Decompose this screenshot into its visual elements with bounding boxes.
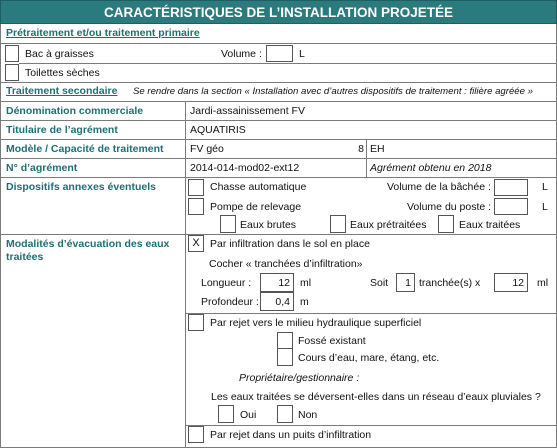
evacuation-label: Modalités d’évacuation des eaux traitées: [6, 238, 170, 263]
divider: [0, 82, 556, 83]
yes-label: Oui: [240, 409, 257, 421]
well-infiltration-checkbox[interactable]: [188, 426, 204, 443]
divider: [0, 234, 556, 235]
annex-label: Dispositifs annexes éventuels: [6, 181, 156, 193]
depth-value: 0,4: [275, 296, 290, 308]
infiltration-label: Par infiltration dans le sol en place: [210, 238, 370, 250]
infiltration-checkbox[interactable]: [188, 235, 204, 252]
primary-heading: Prétraitement et/ou traitement primaire: [6, 27, 200, 39]
secondary-heading: Traitement secondaire: [6, 85, 118, 97]
trench-length-unit: ml: [537, 277, 549, 289]
pump-label: Pompe de relevage: [210, 201, 302, 213]
well-volume-unit: L: [542, 201, 548, 213]
capacity-value: 8: [358, 143, 364, 155]
commercial-name-label: Dénomination commerciale: [6, 105, 144, 117]
owner-label: Propriétaire/gestionnaire :: [239, 372, 360, 384]
raw-water-label: Eaux brutes: [240, 219, 297, 231]
approval-number-value: 2014-014-mod02-ext12: [190, 162, 300, 174]
trench-count-value: 1: [405, 277, 411, 289]
length-value: 12: [278, 277, 290, 289]
treated-water-label: Eaux traitées: [459, 219, 521, 231]
volume-unit: L: [299, 48, 305, 60]
divider: [0, 120, 556, 121]
column-divider: [185, 101, 186, 447]
surface-discharge-label: Par rejet vers le milieu hydraulique superficiel: [210, 317, 422, 329]
no-checkbox[interactable]: [277, 405, 293, 423]
tank-volume-label: Volume de la bâchée :: [387, 181, 491, 193]
approval-number-label: N° d’agrément: [6, 162, 78, 174]
ditch-label: Fossé existant: [298, 335, 366, 347]
cell-divider: [366, 158, 367, 177]
trench-count-label: Soit: [370, 277, 389, 289]
divider: [0, 43, 556, 44]
length-input[interactable]: [260, 273, 294, 292]
approval-year: Agrément obtenu en 2018: [370, 162, 492, 174]
divider: [19, 63, 556, 64]
depth-input[interactable]: [260, 292, 294, 311]
well-infiltration-label: Par rejet dans un puits d’infiltration: [210, 429, 372, 441]
divider: [185, 313, 556, 314]
ditch-checkbox[interactable]: [277, 332, 293, 349]
well-volume-input[interactable]: [494, 198, 528, 215]
depth-unit: m: [300, 296, 309, 308]
pretreated-water-checkbox[interactable]: [330, 215, 346, 233]
divider: [0, 177, 556, 178]
divider: [185, 425, 556, 426]
volume-input[interactable]: [266, 45, 293, 62]
flush-label: Chasse automatique: [210, 181, 307, 193]
tank-volume-input[interactable]: [494, 179, 528, 196]
trench-count-input[interactable]: [396, 273, 415, 292]
trench-instruction: Cocher « tranchées d’infiltration»: [209, 258, 363, 270]
watercourse-checkbox[interactable]: [277, 348, 293, 366]
secondary-note: Se rendre dans la section « Installation avec d’autres dispositifs de traitement : filière agréée »: [133, 86, 533, 97]
depth-label: Profondeur :: [201, 296, 259, 308]
pluvial-question: Les eaux traitées se déversent-elles dans un réseau d’eaux pluviales ?: [211, 391, 541, 403]
capacity-unit: EH: [370, 143, 385, 155]
grease-trap-checkbox[interactable]: [5, 45, 19, 62]
holder-value: AQUATIRIS: [190, 124, 246, 136]
raw-water-checkbox[interactable]: [220, 215, 236, 233]
length-label: Longueur :: [201, 277, 252, 289]
divider: [0, 139, 556, 140]
pump-checkbox[interactable]: [188, 198, 204, 215]
treated-water-checkbox[interactable]: [438, 215, 454, 233]
holder-label: Titulaire de l’agrément: [6, 124, 118, 136]
form-title: CARACTÉRISTIQUES DE L’INSTALLATION PROJETÉE: [0, 0, 557, 24]
tank-volume-unit: L: [542, 181, 548, 193]
watercourse-label: Cours d’eau, mare, étang, etc.: [298, 352, 440, 364]
flush-checkbox[interactable]: [188, 179, 204, 196]
cell-divider: [366, 139, 367, 158]
length-unit: ml: [300, 277, 312, 289]
dry-toilets-label: Toilettes sèches: [25, 67, 100, 79]
model-label: Modèle / Capacité de traitement: [6, 143, 164, 155]
trench-times-label: tranchée(s) x: [419, 277, 481, 289]
trench-length-input[interactable]: [494, 273, 528, 292]
model-value: FV géo: [190, 143, 224, 155]
volume-label: Volume :: [221, 48, 262, 60]
surface-discharge-checkbox[interactable]: [188, 314, 204, 331]
well-volume-label: Volume du poste :: [407, 201, 492, 213]
commercial-name-value: Jardi-assainissement FV: [190, 105, 305, 117]
yes-checkbox[interactable]: [218, 405, 234, 423]
infiltration-checkmark: X: [192, 237, 200, 249]
dry-toilets-checkbox[interactable]: [5, 64, 19, 81]
grease-trap-label: Bac à graisses: [25, 48, 94, 60]
trench-length-value: 12: [512, 277, 524, 289]
divider: [0, 101, 556, 102]
divider: [0, 158, 556, 159]
no-label: Non: [298, 409, 318, 421]
pretreated-water-label: Eaux prétraitées: [350, 219, 427, 231]
